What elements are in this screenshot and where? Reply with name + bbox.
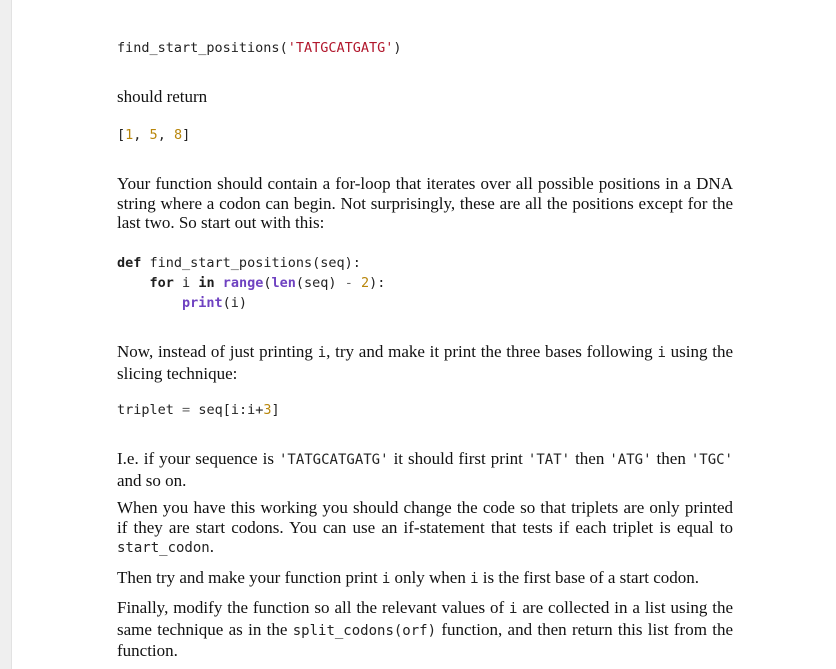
slice-close: ] xyxy=(271,402,280,418)
paragraph-for-loop: Your function should contain a for-loop that iterates over all possible positions in a DNA string where a codon can begin. Not surprisingly, these are all the positions except for the last two. So start out with this: xyxy=(117,174,733,232)
inline-code-i: i xyxy=(381,571,391,587)
para2-text-1: Now, instead of just printing xyxy=(117,342,313,361)
loop-variable: i xyxy=(182,275,191,291)
inline-code-start-codon: start_codon xyxy=(117,540,210,556)
inline-code-i: i xyxy=(509,601,518,617)
left-margin-bar xyxy=(0,0,12,669)
paragraph-start-codons xyxy=(117,498,733,559)
example-result-code: [1, 5, 8] xyxy=(117,127,191,143)
inline-code-sequence: 'TATGCATGATG' xyxy=(278,452,389,468)
result-value-2: 5 xyxy=(149,127,158,143)
len-argument: (seq) xyxy=(295,275,337,291)
para5-text-3: is the first base of a start codon. xyxy=(482,568,699,587)
number-three: 3 xyxy=(263,402,272,418)
triplet-code xyxy=(117,400,280,420)
open-paren: ( xyxy=(279,40,288,56)
close-paren: ) xyxy=(393,40,402,56)
inline-code-i: i xyxy=(470,571,479,587)
assign-operator: = xyxy=(182,402,191,418)
print-argument: (i) xyxy=(222,295,248,311)
string-argument: 'TATGCATGATG' xyxy=(287,40,394,56)
para5-text-2: only when xyxy=(394,568,466,587)
inline-code-i: i xyxy=(317,345,327,361)
len-builtin: len xyxy=(271,275,296,291)
para6-text-2: are collected in a list using the same technique as in the xyxy=(117,598,734,639)
para6-text-1: Finally, modify the function so all the relevant values of xyxy=(117,598,505,617)
paragraph-finally xyxy=(117,598,733,661)
result-value-1: 1 xyxy=(125,127,134,143)
slice-expression: seq[i:i+ xyxy=(198,402,264,418)
para3-text-3: then xyxy=(575,449,605,468)
para4-text-2: . xyxy=(209,537,214,556)
print-builtin: print xyxy=(182,295,223,311)
inline-code-split-codons: split_codons(orf) xyxy=(292,622,437,639)
para5-text-1: Then try and make your function print xyxy=(117,568,378,587)
para2-text-3: using the slicing technique: xyxy=(117,342,734,383)
para3-text-4: then xyxy=(656,449,686,468)
example-call-code xyxy=(117,38,402,58)
inline-code-atg: 'ATG' xyxy=(609,452,652,468)
list-open: [ xyxy=(117,127,126,143)
paragraph-example-output xyxy=(117,449,733,490)
should-return-text: should return xyxy=(117,87,208,106)
paragraph-print-i xyxy=(117,568,733,590)
def-keyword: def xyxy=(117,255,142,271)
para3-text-1: I.e. if your sequence is xyxy=(117,449,274,468)
para3-text-2: it should first print xyxy=(393,449,523,468)
list-close: ] xyxy=(182,127,191,143)
inline-code-tgc: 'TGC' xyxy=(690,452,733,468)
minus-operator: - xyxy=(344,275,353,291)
function-signature: find_start_positions(seq): xyxy=(149,255,361,271)
inline-code-i: i xyxy=(657,345,666,361)
inline-code-tat: 'TAT' xyxy=(527,452,571,468)
para3-text-5: and so on. xyxy=(117,470,187,490)
number-two: 2 xyxy=(360,275,370,291)
in-keyword: in xyxy=(198,275,215,291)
paragraph-slicing xyxy=(117,342,733,383)
function-name: find_start_positions xyxy=(117,40,280,56)
para6-text-3: function, and then return this list from the function. xyxy=(117,619,733,660)
para4-text-1: When you have this working you should change the code so that triplets are only printed if they are start codons. You can use an if-statement that tests if each triplet is equal to xyxy=(117,498,733,537)
range-builtin: range xyxy=(222,275,264,291)
for-keyword: for xyxy=(149,275,174,291)
para2-text-2: , try and make it print the three bases following xyxy=(326,342,653,361)
function-code-block: def find_start_positions(seq): for i in range(len(seq) - 2): print(i) xyxy=(117,255,386,311)
result-value-3: 8 xyxy=(173,127,183,143)
triplet-variable: triplet xyxy=(117,402,174,418)
